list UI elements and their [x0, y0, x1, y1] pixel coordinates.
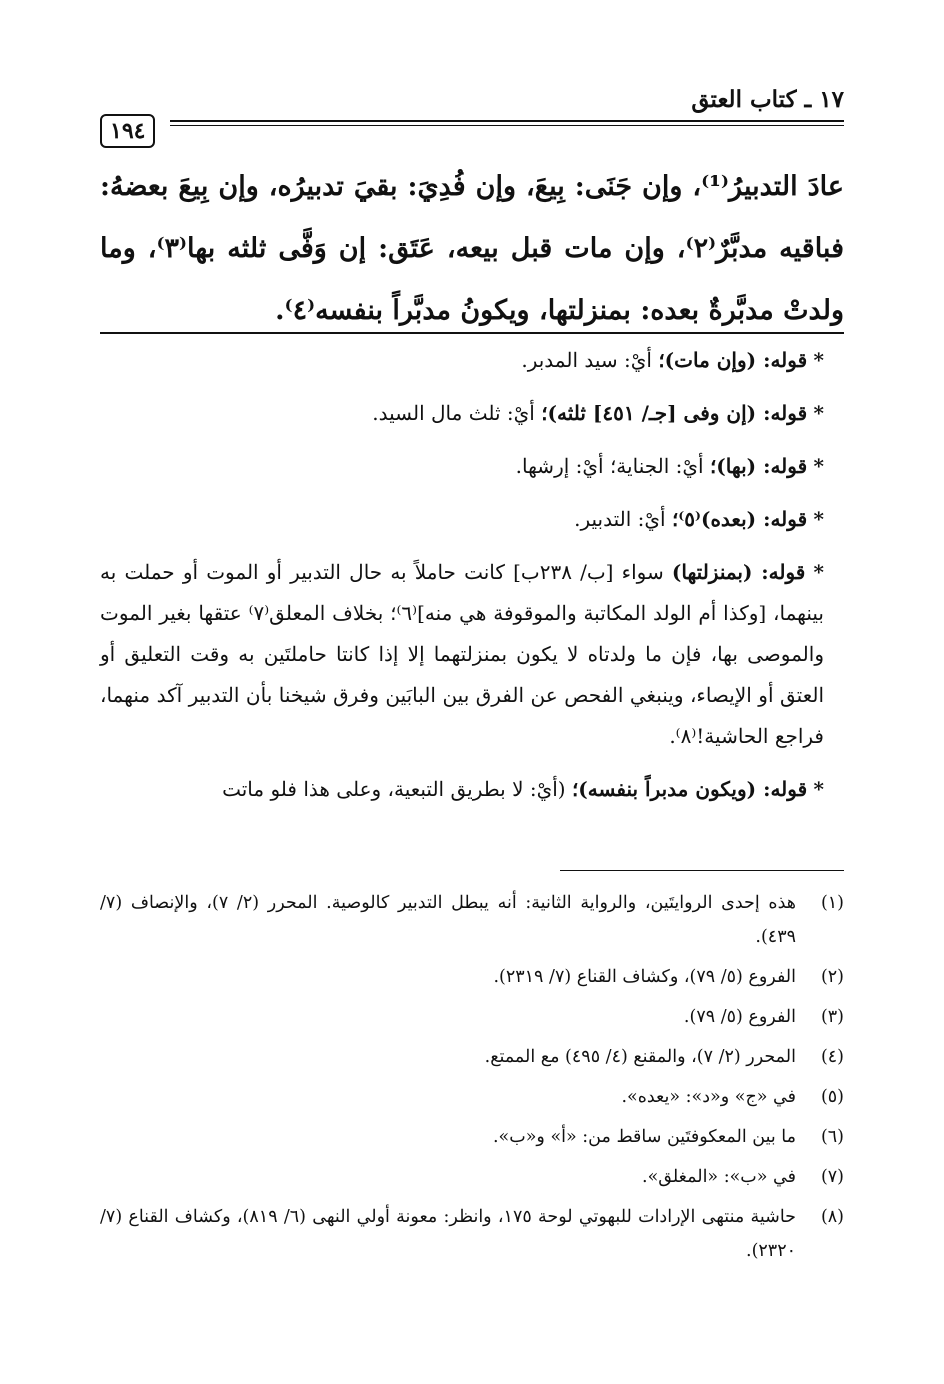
page-header	[100, 86, 844, 146]
commentary-label: قوله: (بعده)⁽٥⁾؛	[671, 507, 808, 531]
footnote-number: (٥)	[820, 1087, 844, 1107]
footnote-number: (٣)	[820, 1007, 844, 1027]
footnote	[100, 1040, 844, 1074]
commentary-text: أيْ: الجناية؛ أيْ: إرشها.	[515, 454, 710, 478]
star-marker: *	[813, 507, 824, 531]
footnote-text: الفروع (٥/ ٧٩)، وكشاف القناع (٧/ ٢٣١٩).	[493, 967, 796, 987]
commentary-label: قوله: (ويكون مدبراً بنفسه)؛	[571, 777, 808, 801]
commentary-paragraph	[100, 552, 844, 757]
footnote	[100, 886, 844, 954]
footnotes	[100, 886, 844, 1274]
commentary-paragraph	[100, 393, 844, 434]
footnote-divider	[560, 870, 844, 871]
commentary-text: أيْ: التدبير.	[574, 507, 672, 531]
footnote	[100, 1160, 844, 1194]
star-marker: *	[813, 777, 824, 801]
matn-text	[100, 156, 844, 342]
header-rule	[170, 120, 844, 126]
footnote	[100, 1200, 844, 1268]
star-marker: *	[813, 454, 824, 478]
commentary-label: قوله: (وإن مات)؛	[658, 348, 808, 372]
footnote	[100, 960, 844, 994]
matn-paragraph: عادَ التدبيرُ⁽¹⁾، وإن جَنَى: بِيعَ، وإن فُدِيَ: بقيَ تدبيرُه، وإن بِيعَ بعضهُ: فباقيه مدبَّرٌ⁽٢⁾، وإن مات قبل بيعه، عَتَق: إن وَفَّى ثلثه بها⁽٣⁾، وما ولدتْ مدبَّرةٌ بعده: بمنزلتها، ويكونُ مدبَّراً بنفسه⁽٤⁾.	[100, 171, 844, 326]
footnote-text: حاشية منتهى الإرادات للبهوتي لوحة ١٧٥، وانظر: معونة أولي النهى (٦/ ٨١٩)، وكشاف القناع (٧/ ٢٣٢٠).	[100, 1207, 796, 1261]
footnote-number: (٦)	[820, 1127, 844, 1147]
commentary-text: أيْ: سيد المدبر.	[521, 348, 659, 372]
footnote-number: (٧)	[820, 1167, 844, 1187]
footnote-number: (٨)	[820, 1207, 844, 1227]
footnote-text: ما بين المعكوفتَين ساقط من: «أ» و«ب».	[492, 1127, 796, 1147]
footnote	[100, 1000, 844, 1034]
footnote-text: المحرر (٢/ ٧)، والمقنع (٤/ ٤٩٥) مع الممتع.	[484, 1047, 796, 1067]
commentary-paragraph	[100, 340, 844, 381]
footnote-number: (١)	[820, 893, 844, 913]
matn-divider	[100, 332, 844, 334]
commentary-paragraph	[100, 446, 844, 487]
commentary-text: (أيْ: لا بطريق التبعية، وعلى هذا فلو ماتت	[222, 777, 572, 801]
footnote	[100, 1120, 844, 1154]
commentary-label: قوله: (إن وفى [جـ/ ٤٥١] ثلثه)؛	[541, 401, 808, 425]
commentary-paragraph	[100, 499, 844, 540]
star-marker: *	[813, 560, 824, 584]
commentary-label: قوله: (بمنزلتها)	[671, 560, 806, 584]
footnote-text: الفروع (٥/ ٧٩).	[683, 1007, 796, 1027]
footnote-text: هذه إحدى الروايتَين، والرواية الثانية: أنه يبطل التدبير كالوصية. المحرر (٢/ ٧)، والإنصاف (٧/ ٤٣٩).	[100, 893, 796, 947]
star-marker: *	[813, 348, 824, 372]
page-number: ١٩٤	[100, 114, 155, 148]
commentary-text: سواء [ب/ ٢٣٨ب] كانت حاملاً به حال التدبير أو الموت أو حملت به بينهما، [وكذا أم الولد المكاتبة والموقوفة هي منه]⁽٦⁾؛ بخلاف المعلق⁽٧⁾ عتقها بغير الموت والموصى بها، فإن ما ولدتاه لا يكون بمنزلتهما إلا إذا كانتا حاملتَين به وقت التعليق أو العتق أو الإيصاء، وينبغي الفحص عن الفرق بين البابَين وفرق شيخنا بأن التدبير آكد منهما، فراجع الحاشية!⁽٨⁾.	[100, 560, 824, 748]
footnote-number: (٤)	[820, 1047, 844, 1067]
footnote-text: في «ج» و«د»: «يعده».	[621, 1087, 796, 1107]
commentary	[100, 340, 844, 822]
commentary-paragraph	[100, 769, 844, 810]
commentary-label: قوله: (بها)؛	[709, 454, 808, 478]
footnote-number: (٢)	[820, 967, 844, 987]
commentary-text: أيْ: ثلث مال السيد.	[372, 401, 542, 425]
star-marker: *	[813, 401, 824, 425]
footnote-text: في «ب»: «المغلق».	[642, 1167, 796, 1187]
footnote	[100, 1080, 844, 1114]
running-title: ١٧ ـ كتاب العتق	[691, 86, 844, 113]
